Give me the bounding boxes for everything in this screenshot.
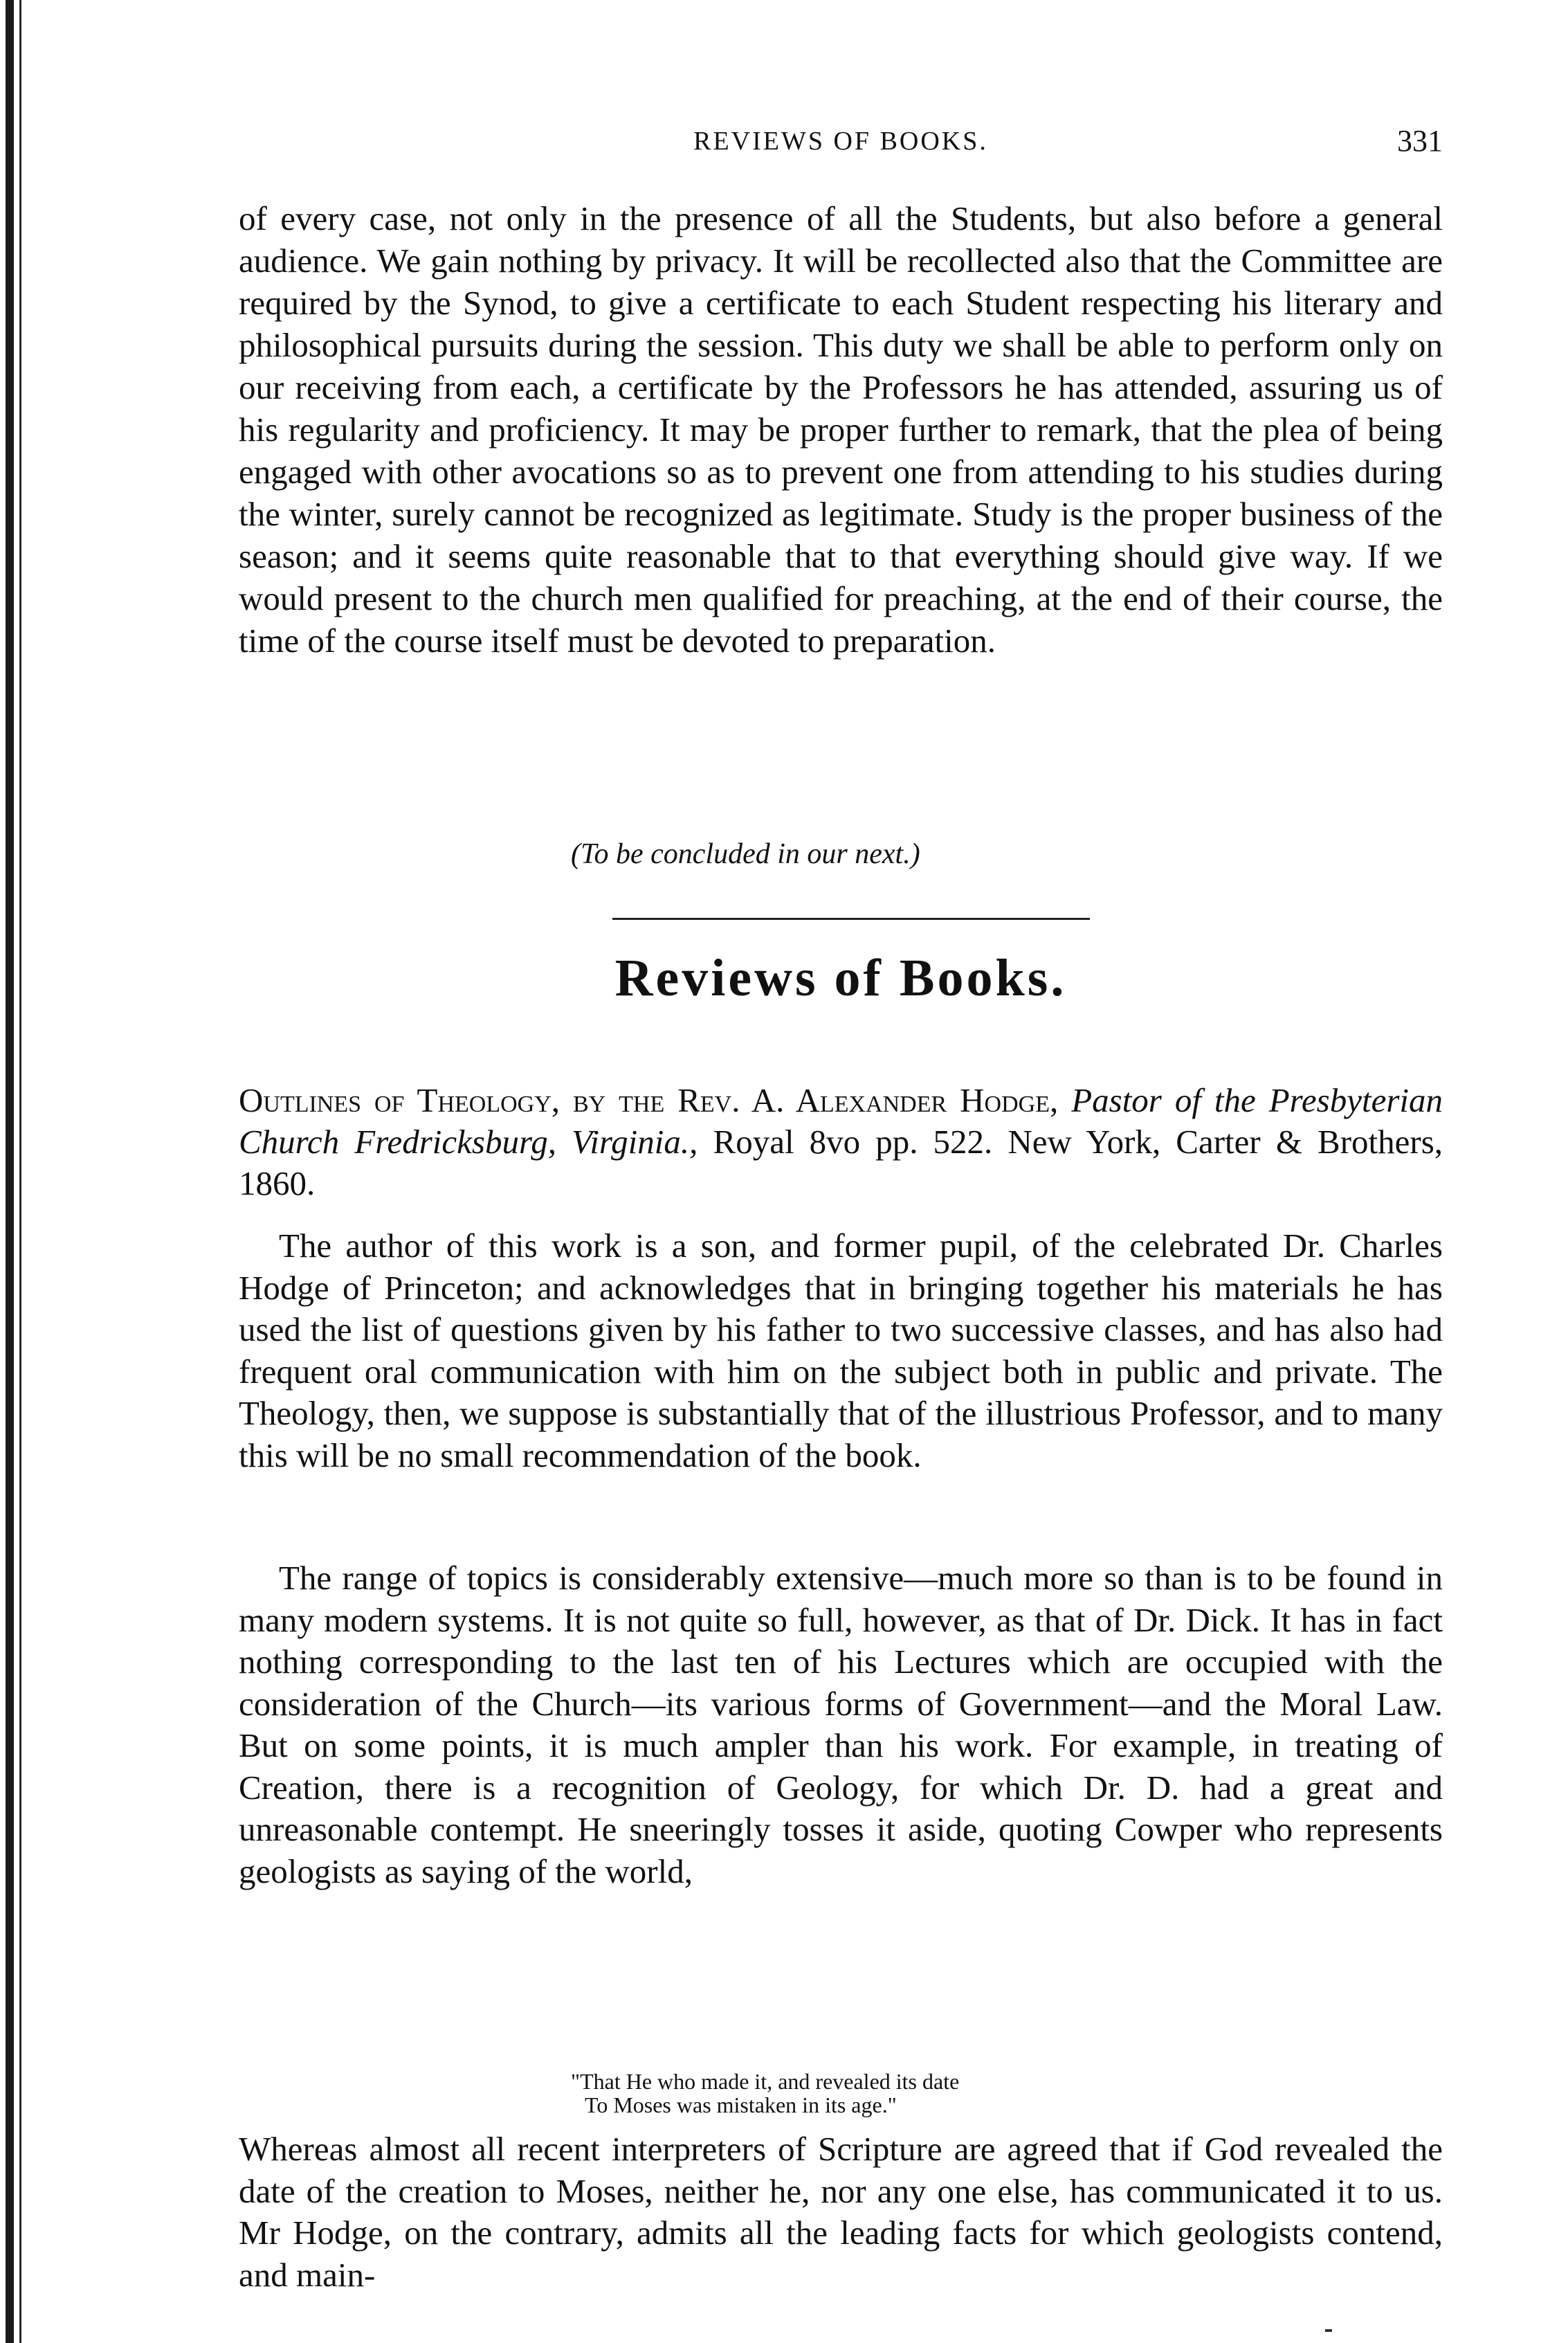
book-title: Outlines of Theology, by the Rev. A. Alexander Hodge, [239,1081,1059,1119]
journal-page [239,0,1443,2343]
scan-margin [0,0,69,2343]
review-text-3: Whereas almost all recent interpreters of Scripture are agreed that if God revealed the date of the creation to Moses, neither he, nor any one else, has communicated it to us. Mr Hodge, on the contrary, admits all the leading facts for which geologists contend, and main- [239,2130,1443,2294]
verse-line-2: To Moses was mistaken in its age." [585,2092,897,2117]
section-divider [612,918,1090,920]
section-heading: Reviews of Books. [614,949,1067,1007]
review-paragraph-1 [239,1225,1443,1476]
book-entry [239,1080,1443,1204]
page-number: 331 [1397,124,1443,158]
running-title: REVIEWS OF BOOKS. [693,127,988,156]
running-head [239,126,1443,168]
verse-line-1: "That He who made it, and revealed its date [571,2069,960,2094]
footer-mark [1325,2329,1332,2332]
continuation-note: (To be concluded in our next.) [571,838,920,870]
continuation-paragraph: of every case, not only in the presence of all the Students, but also before a general audience. We gain nothing by privacy. It will be recollected also that the Committee are required by the Synod, to give a certificate to each Student respecting his literary and philosophical pursuits during the session. This duty we shall be able to perform only on our receiving from each, a certificate by the Professors he has attended, assuring us of his regularity and proficiency. It may be proper further to remark, that the plea of being engaged with other avocations so as to prevent one from attending to his studies during the winter, surely cannot be recognized as legitimate. Study is the proper business of the season; and it seems quite reasonable that to that everything should give way. If we would present to the church men qualified for preaching, at the end of their course, the time of the course itself must be devoted to preparation. [239,199,1443,660]
review-paragraph-2 [239,1557,1443,1892]
verse-quote [571,2070,1124,2117]
scan-binding-line [19,0,21,2343]
review-text-2: The range of topics is considerably extensive—much more so than is to be found in many modern systems. It is not quite so full, however, as that of Dr. Dick. It has in fact nothing corresponding to the last ten of his Lectures which are occupied with the consideration of the Church—its various forms of Government—and the Moral Law. But on some points, it is much ampler than his work. For example, in treating of Creation, there is a recognition of Geology, for which Dr. D. had a great and unreasonable contempt. He sneeringly tosses it aside, quoting Cowper who represents geologists as saying of the world, [239,1559,1443,1890]
book-author-detail: Pastor of the Presbyterian Church Fredricksburg, Virginia., [239,1081,1443,1161]
book-publication: Royal 8vo pp. 522. New York, Carter & Brothers, 1860. [239,1123,1443,1202]
review-paragraph-3 [239,2128,1443,2296]
review-text-1: The author of this work is a son, and former pupil, of the celebrated Dr. Charles Hodge of Princeton; and acknowledges that in bringing together his materials he has used the list of questions given by his father to two successive classes, and has also had frequent oral communication with him on the subject both in public and private. The Theology, then, we suppose is substantially that of the illustrious Professor, and to many this will be no small recommendation of the book. [239,1227,1443,1474]
scan-binding-edge [6,0,14,2343]
